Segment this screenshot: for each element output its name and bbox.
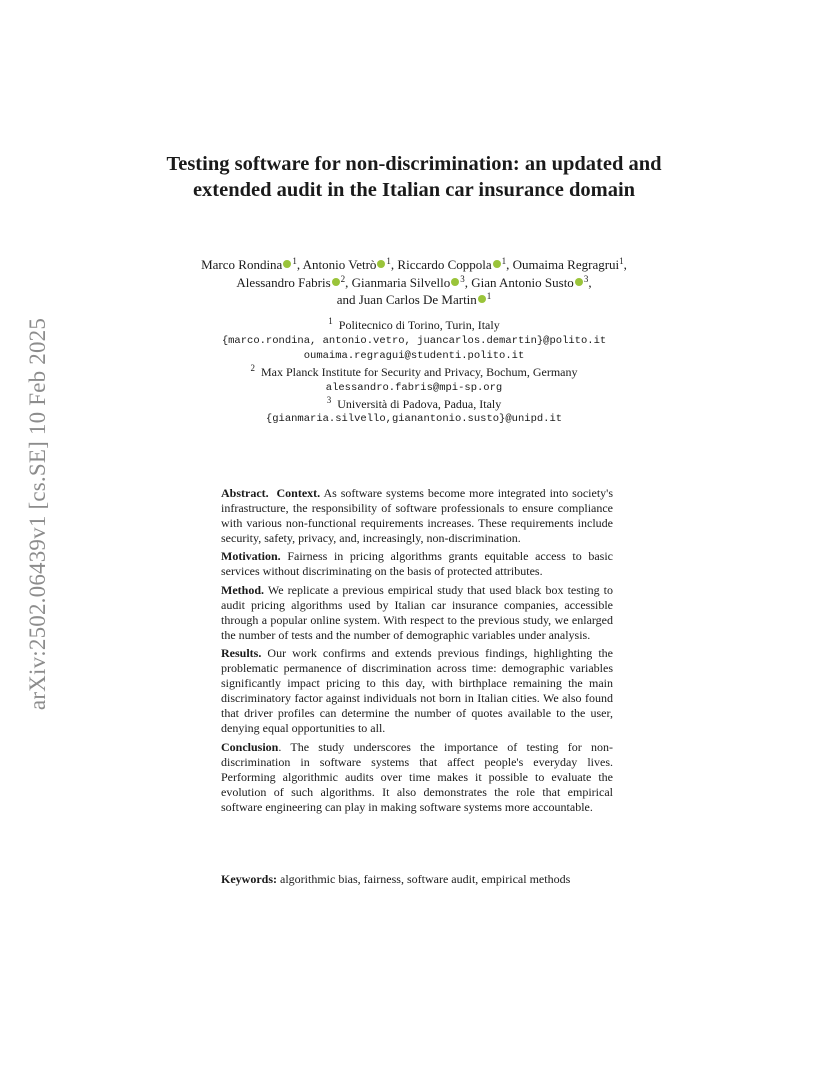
affiliation-1-email-2[interactable]: oumaima.regragui@studenti.polito.it xyxy=(303,350,525,363)
method-text: We replicate a previous empirical study that used black box testing to audit pricing algorithms used by Italian car insurance companies, accessible through a popular online system. With respect to the previous study, we enlarged the number of tests and the number of demographic variables under analysis. xyxy=(221,582,613,642)
orcid-icon[interactable] xyxy=(478,295,486,303)
arxiv-identifier xyxy=(14,296,62,732)
author-name: Marco Rondina xyxy=(201,257,283,272)
author-name: Juan Carlos De Martin xyxy=(358,292,477,307)
author-name: Gianmaria Silvello xyxy=(351,274,451,290)
affiliation-marker: 3 xyxy=(583,273,589,284)
abstract-conclusion xyxy=(221,740,613,815)
context-text: As software systems become more integrated into society's infrastructure, the responsibility of software professionals to ensure compliance with various non-functional requirements increases. These requirements include security, safety, privacy, and, increasingly, non-discrimination. xyxy=(221,486,614,546)
keywords xyxy=(221,872,613,887)
orcid-icon[interactable] xyxy=(283,260,291,268)
affiliations xyxy=(172,318,656,428)
abstract-results xyxy=(221,646,613,737)
author-list: Marco Rondina $^1$, Antonio Vetrò $^1$, Riccardo Coppola $^1$, Oumaima Regragrui$^1$, Alessandro Fabris $^2$, Gianmaria Silvello $^3$, Gian Antonio Susto $^3$, and Juan Carlos De Martin $^1$ xyxy=(201,256,627,307)
author-name: Alessandro Fabris xyxy=(236,274,331,290)
abstract-method xyxy=(221,583,613,643)
affiliation-3: $^3$ Università di Padova, Padua, Italy xyxy=(326,394,502,411)
author-name: Antonio Vetrò xyxy=(302,257,377,272)
results-label: Results. xyxy=(221,645,262,660)
method-label: Method. xyxy=(221,582,264,597)
author-name: Oumaima Regragrui xyxy=(512,257,620,272)
affiliation-marker: 1 xyxy=(486,291,492,301)
results-text: Our work confirms and extends previous findings, highlighting the problematic permanence of discrimination across time: demographic variables significantly impact pricing to this day, with birthplace remaining the main discriminatory factor against individuals not born in Italian cities. We also found that driver profiles can determine the number of quotes available to the user, denying equal opportunities to all. xyxy=(221,645,613,736)
motivation-label: Motivation. xyxy=(221,549,281,564)
orcid-icon[interactable] xyxy=(332,278,340,286)
affiliation-2-email[interactable]: alessandro.fabris@mpi-sp.org xyxy=(325,381,503,394)
conclusion-label: Conclusion xyxy=(221,739,279,754)
abstract-heading: Abstract. xyxy=(221,486,269,500)
orcid-icon[interactable] xyxy=(451,278,459,286)
affiliation-marker: 1 xyxy=(386,256,391,266)
abstract-motivation xyxy=(221,549,613,579)
keywords-text: algorithmic bias, fairness, software audit, empirical methods xyxy=(280,872,571,886)
affiliation-marker: 2 xyxy=(340,273,346,284)
author-name: Riccardo Coppola xyxy=(397,257,492,272)
abstract-context xyxy=(221,486,613,546)
arxiv-identifier-text: arXiv:2502.06439v1 [cs.SE] 10 Feb 2025 xyxy=(25,317,50,711)
affiliation-1: $^1$ Politecnico di Torino, Turin, Italy xyxy=(328,316,500,332)
affiliation-marker: 3 xyxy=(460,273,465,284)
affiliation-marker: 1 xyxy=(292,256,297,266)
orcid-icon[interactable] xyxy=(377,260,385,268)
affiliation-3-email[interactable]: {gianmaria.silvello,gianantonio.susto}@unipd.it xyxy=(265,413,563,426)
keywords-label: Keywords: xyxy=(221,872,277,886)
author-name: Gian Antonio Susto xyxy=(471,274,574,290)
orcid-icon[interactable] xyxy=(493,260,501,268)
paper-title: Testing software for non-discrimination: an updated and extended audit in the Italian car insurance domain xyxy=(166,153,662,201)
motivation-text: Fairness in pricing algorithms grants equitable access to basic services without discriminating on the basis of protected attributes. xyxy=(221,549,613,579)
conclusion-text: . The study underscores the importance of testing for non-discrimination in software systems that affect people's everyday lives. Performing algorithmic audits over time makes it possible to evaluate the evolution of such algorithms. It also demonstrates the role that empirical software engineering can play in making software systems more accountable. xyxy=(221,739,613,814)
affiliation-marker: 1 xyxy=(619,256,624,266)
orcid-icon[interactable] xyxy=(575,278,583,286)
affiliation-1-email[interactable]: {marco.rondina, antonio.vetro, juancarlos.demartin}@polito.it xyxy=(221,334,607,347)
affiliation-marker: 1 xyxy=(501,256,507,266)
affiliation-2: $^2$ Max Planck Institute for Security and Privacy, Bochum, Germany xyxy=(250,363,578,380)
abstract xyxy=(221,486,613,818)
context-label: Context. xyxy=(276,486,321,500)
